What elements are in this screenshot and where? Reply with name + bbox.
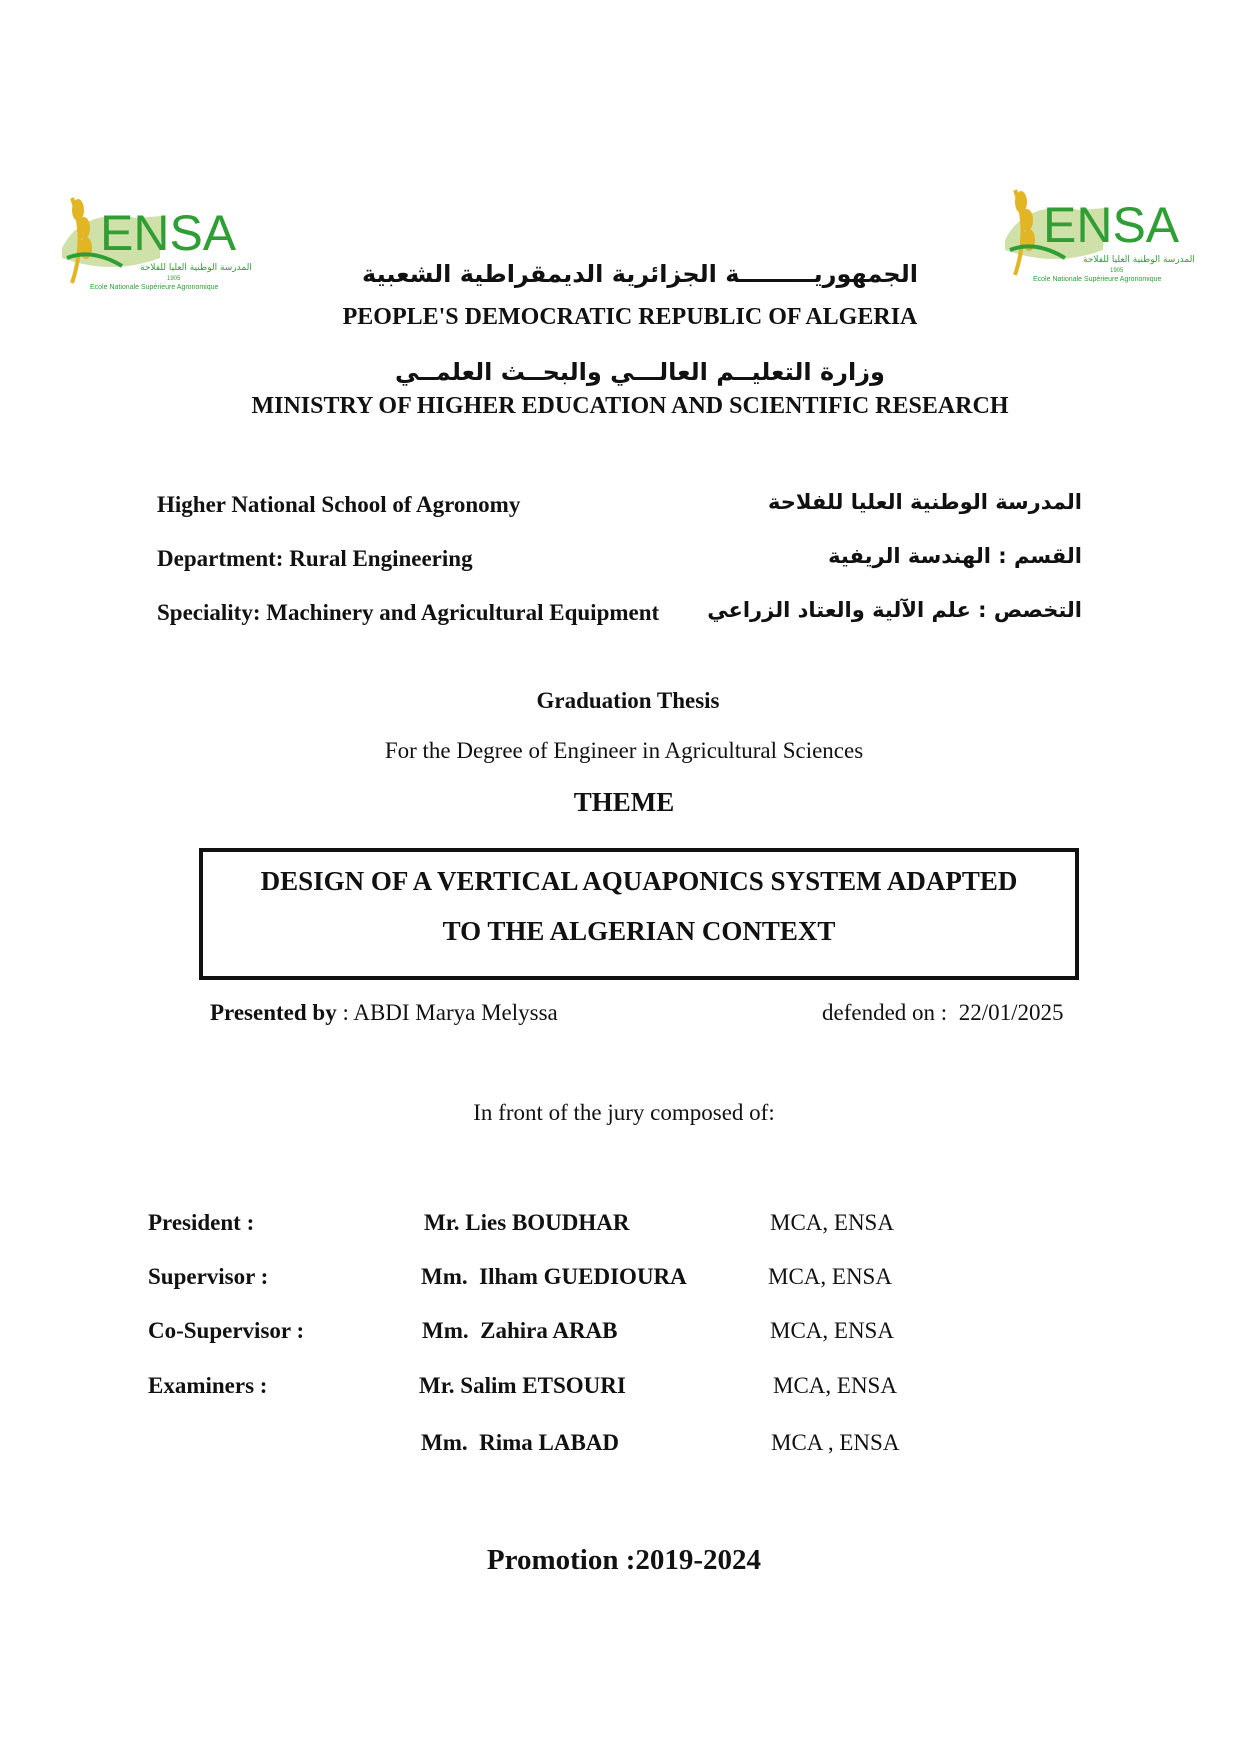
wheat-grain-icon bbox=[78, 217, 90, 239]
department-en: Department: Rural Engineering bbox=[157, 546, 473, 571]
jury-role-co-supervisor: Co-Supervisor : bbox=[148, 1318, 305, 1343]
theme-title-box bbox=[199, 848, 1079, 980]
speciality-en: Speciality: Machinery and Agricultural Equipment bbox=[157, 600, 660, 625]
jury-intro: In front of the jury composed of: bbox=[473, 1100, 775, 1125]
republic-english: PEOPLE'S DEMOCRATIC REPUBLIC OF ALGERIA bbox=[342, 304, 918, 330]
theme-title-line-2: TO THE ALGERIAN CONTEXT bbox=[442, 916, 836, 946]
jury-role-supervisor: Supervisor : bbox=[148, 1264, 269, 1289]
logo-subtitle-fr: Ecole Nationale Supérieure Agronomique bbox=[90, 284, 219, 291]
republic-arabic: الجمهوريـــــــــة الجزائرية الديمقراطية الشعبية bbox=[362, 260, 918, 288]
logo-subtitle-fr: Ecole Nationale Supérieure Agronomique bbox=[1033, 276, 1162, 283]
jury-name-president: Mr. Lies BOUDHAR bbox=[424, 1210, 630, 1235]
jury-name-co-supervisor: Mm. Zahira ARAB bbox=[422, 1318, 618, 1343]
jury-grade-supervisor: MCA, ENSA bbox=[768, 1264, 892, 1289]
logo-text: ENSA bbox=[100, 205, 237, 261]
degree-line: For the Degree of Engineer in Agricultural Sciences bbox=[384, 738, 864, 763]
jury-role-president: President : bbox=[148, 1210, 255, 1235]
presenter-name: ABDI Marya Melyssa bbox=[353, 1000, 558, 1025]
presented-label: Presented by bbox=[210, 1000, 337, 1025]
jury-grade-president: MCA, ENSA bbox=[770, 1210, 894, 1235]
jury-name-examiner-2: Mm. Rima LABAD bbox=[421, 1430, 620, 1455]
school-name-ar: المدرسة الوطنية العليا للفلاحة bbox=[768, 490, 1082, 514]
jury-grade-co-supervisor: MCA, ENSA bbox=[770, 1318, 894, 1343]
logo-subtitle-ar: المدرسة الوطنية العليا للفلاحة bbox=[140, 263, 252, 273]
jury-name-supervisor: Mm. Ilham GUEDIOURA bbox=[421, 1264, 687, 1289]
presented-separator: : bbox=[336, 1000, 354, 1025]
wheat-grain-icon bbox=[1021, 209, 1033, 231]
promotion: Promotion :2019-2024 bbox=[486, 1544, 762, 1576]
thesis-type: Graduation Thesis bbox=[536, 688, 720, 713]
logo-text: ENSA bbox=[1043, 197, 1180, 253]
ministry-english: MINISTRY OF HIGHER EDUCATION AND SCIENTIFIC RESEARCH bbox=[251, 393, 1009, 419]
defended-on bbox=[822, 1000, 1063, 1026]
logo-subtitle-ar: المدرسة الوطنية العليا للفلاحة bbox=[1083, 255, 1195, 265]
school-name-en: Higher National School of Agronomy bbox=[157, 492, 521, 517]
defense-date: 22/01/2025 bbox=[958, 1000, 1064, 1025]
defended-label: defended on : bbox=[822, 1000, 948, 1025]
presented-by bbox=[210, 1000, 558, 1026]
theme-label: THEME bbox=[573, 787, 675, 817]
jury-grade-examiner-2: MCA , ENSA bbox=[771, 1430, 900, 1455]
logo-year: 1905 bbox=[167, 276, 181, 282]
theme-title-line-1: DESIGN OF A VERTICAL AQUAPONICS SYSTEM ADAPTED bbox=[260, 866, 1018, 896]
jury-grade-examiner-1: MCA, ENSA bbox=[773, 1373, 897, 1398]
department-ar: القسم : الهندسة الريفية bbox=[828, 544, 1082, 568]
speciality-ar: التخصص : علم الآلية والعتاد الزراعي bbox=[707, 598, 1082, 622]
jury-role-examiners: Examiners : bbox=[148, 1373, 268, 1398]
ministry-arabic: وزارة التعليــم العالـــي والبحــث العلمــي bbox=[395, 358, 885, 386]
jury-name-examiner-1: Mr. Salim ETSOURI bbox=[419, 1373, 626, 1398]
logo-year: 1905 bbox=[1110, 268, 1124, 274]
